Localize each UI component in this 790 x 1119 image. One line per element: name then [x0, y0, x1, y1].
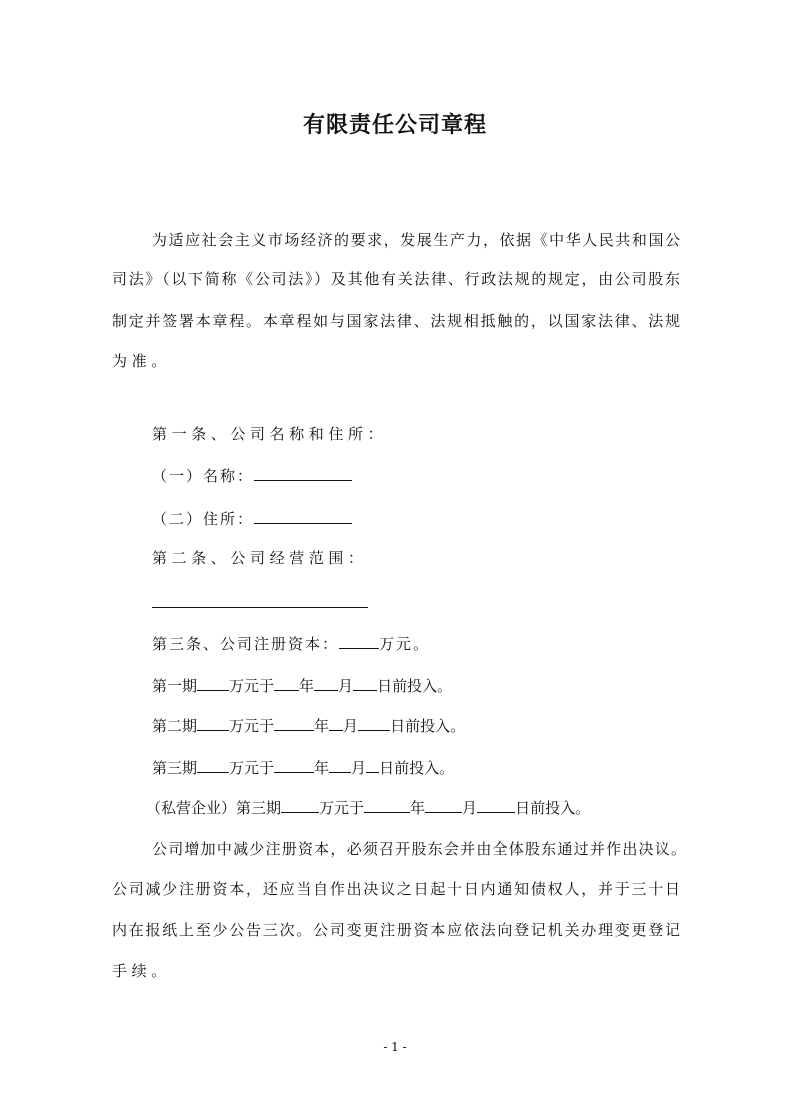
capital-change-line: 内在报纸上至少公告三次。公司变更注册资本应依法向登记机关办理变更登记	[112, 921, 680, 939]
year-blank[interactable]	[364, 797, 410, 813]
amount-blank[interactable]	[281, 797, 319, 813]
year-blank[interactable]	[274, 675, 299, 691]
phase-row	[152, 715, 680, 736]
phase-row	[152, 675, 680, 696]
month-blank[interactable]	[314, 675, 338, 691]
year-blank[interactable]	[274, 715, 314, 731]
month-text: 月	[351, 759, 367, 777]
amount-blank[interactable]	[197, 757, 229, 773]
phase-row	[152, 757, 680, 778]
tail-text: 日前投入。	[379, 759, 455, 777]
preamble-line: 为适应社会主义市场经济的要求，发展生产力，依据《中华人民共和国公	[152, 231, 680, 249]
year-text: 年	[314, 759, 330, 777]
capital-unit: 万元。	[379, 635, 431, 653]
wanyuan-text: 万元于	[319, 799, 365, 817]
month-text: 月	[338, 677, 354, 695]
page-number: - 1 -	[383, 1040, 407, 1054]
address-blank[interactable]	[254, 508, 352, 524]
year-text: 年	[314, 717, 330, 735]
name-blank[interactable]	[254, 465, 352, 481]
company-name-row	[152, 465, 680, 486]
day-blank[interactable]	[358, 715, 390, 731]
article1-heading: 第一条、公司名称和住所：	[152, 425, 388, 443]
address-label: （二）住所：	[152, 510, 255, 528]
year-blank[interactable]	[274, 757, 314, 773]
tail-text: 日前投入。	[377, 677, 453, 695]
wanyuan-text: 万元于	[229, 759, 275, 777]
tail-text: 日前投入。	[390, 717, 466, 735]
capital-change-line: 公司减少注册资本，还应当自作出决议之日起十日内通知债权人，并于三十日	[112, 880, 680, 898]
business-scope-row	[152, 592, 680, 613]
article2-heading: 第二条、公司经营范围：	[152, 549, 368, 567]
document-title: 有限责任公司章程	[302, 112, 487, 138]
phase-row	[146, 797, 686, 818]
phase-label: 第一期	[152, 677, 198, 695]
capital-blank[interactable]	[339, 633, 379, 649]
day-blank[interactable]	[366, 757, 379, 773]
phase-label: 第二期	[152, 717, 198, 735]
year-text: 年	[299, 677, 315, 695]
business-scope-blank[interactable]	[152, 592, 368, 608]
preamble-line: 司法》（以下简称《公司法》）及其他有关法律、行政法规的规定，由公司股东	[112, 270, 680, 288]
month-text: 月	[462, 799, 478, 817]
preamble-line: 为准。	[112, 352, 171, 370]
amount-blank[interactable]	[197, 675, 229, 691]
day-blank[interactable]	[477, 797, 515, 813]
capital-change-line: 手续。	[112, 962, 171, 980]
year-text: 年	[410, 799, 426, 817]
amount-blank[interactable]	[197, 715, 229, 731]
day-blank[interactable]	[353, 675, 377, 691]
article3-heading: 第三条、公司注册资本：	[152, 635, 340, 653]
month-blank[interactable]	[329, 715, 343, 731]
wanyuan-text: 万元于	[229, 677, 275, 695]
wanyuan-text: 万元于	[229, 717, 275, 735]
capital-change-line: 公司增加中减少注册资本，必须召开股东会并由全体股东通过并作出决议。	[152, 840, 686, 858]
month-blank[interactable]	[425, 797, 462, 813]
phase-label: （私营企业）第三期	[146, 799, 282, 817]
company-address-row	[152, 508, 680, 529]
preamble-line: 制定并签署本章程。本章程如与国家法律、法规相抵触的，以国家法律、法规	[112, 312, 680, 330]
tail-text: 日前投入。	[515, 799, 591, 817]
month-text: 月	[343, 717, 359, 735]
name-label: （一）名称：	[152, 467, 255, 485]
article3-row	[152, 633, 680, 654]
phase-label: 第三期	[152, 759, 198, 777]
month-blank[interactable]	[329, 757, 351, 773]
